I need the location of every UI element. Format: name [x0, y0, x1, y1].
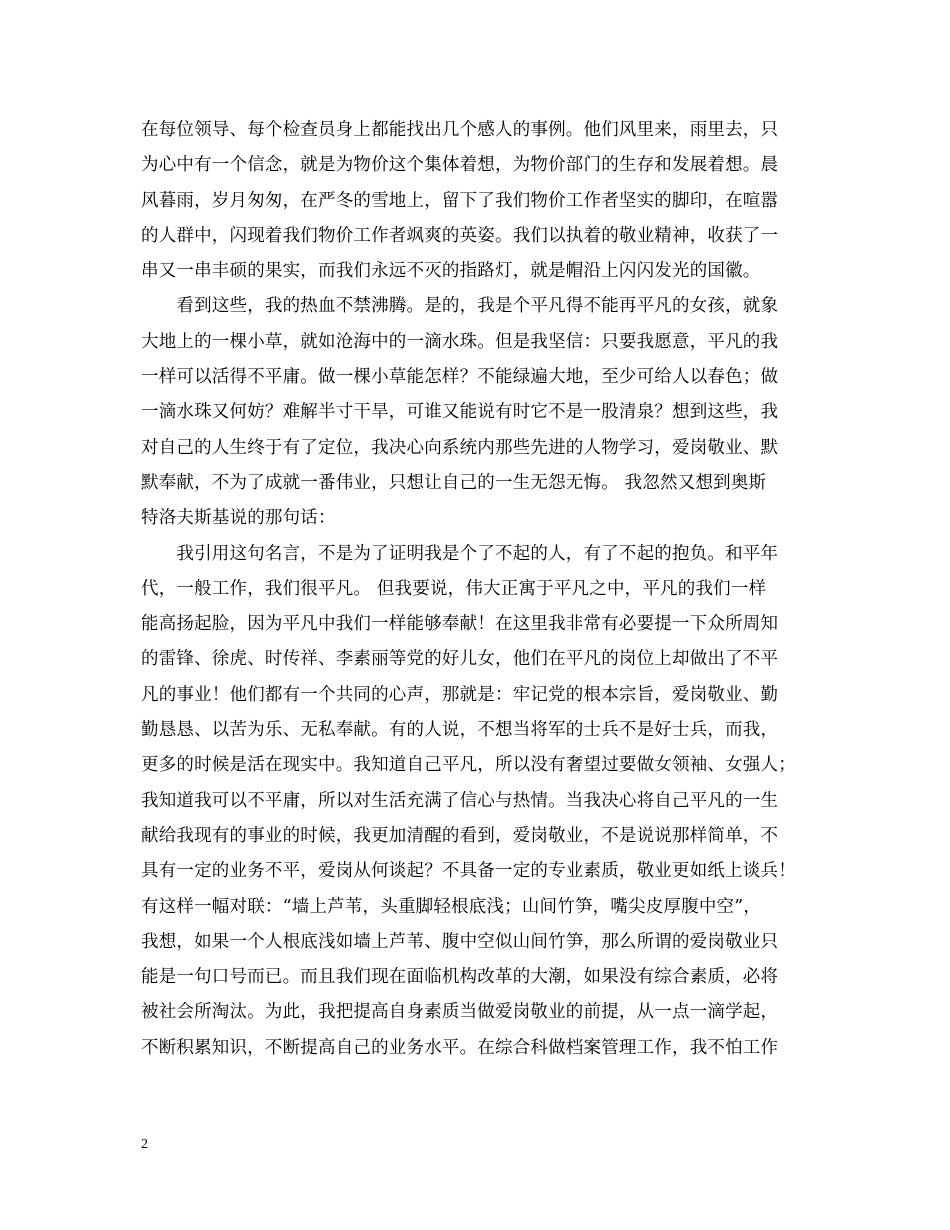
text-line: 凡的事业！他们都有一个共同的心声，那就是：牢记党的根本宗旨，爱岗敬业、勤	[141, 684, 779, 705]
text-line: 勤恳恳、以苦为乐、无私奉献。有的人说，不想当将军的士兵不是好士兵，而我，	[141, 720, 779, 741]
text-line: 风暮雨，岁月匆匆，在严冬的雪地上，留下了我们物价工作者坚实的脚印，在喧嚣	[141, 190, 779, 211]
text-line: 一样可以活得不平庸。做一棵小草能怎样？不能绿遍大地，至少可给人以春色；做	[141, 367, 779, 388]
text-line: 代，一般工作，我们很平凡。 但我要说，伟大正寓于平凡之中，平凡的我们一样	[141, 578, 767, 599]
text-line: 的雷锋、徐虎、时传祥、李素丽等党的好儿女，他们在平凡的岗位上却做出了不平	[141, 649, 779, 670]
text-line: 串又一串丰硕的果实，而我们永远不灭的指路灯，就是帽沿上闪闪发光的国徽。	[141, 261, 761, 282]
text-line: 一滴水珠又何妨？难解半寸干旱，可谁又能说有时它不是一股清泉？想到这些，我	[141, 402, 779, 423]
text-line: 的人群中，闪现着我们物价工作者飒爽的英姿。我们以执着的敬业精神，收获了一	[141, 225, 779, 246]
text-line: 在每位领导、每个检查员身上都能找出几个感人的事例。他们风里来，雨里去，只	[141, 120, 779, 140]
text-line: 不断积累知识，不断提高自己的业务水平。在综合科做档案管理工作，我不怕工作	[141, 1037, 779, 1058]
text-line: 被社会所淘汰。为此，我把提高自身素质当做爱岗敬业的前提，从一点一滴学起，	[141, 1002, 779, 1023]
text-line: 对自己的人生终于有了定位，我决心向系统内那些先进的人物学习，爱岗敬业、默	[141, 437, 779, 458]
text-line: 看到这些，我的热血不禁沸腾。是的，我是个平凡得不能再平凡的女孩，就象	[141, 296, 779, 317]
text-line: 具有一定的业务不平，爱岗从何谈起？不具备一定的专业素质，敬业更如纸上谈兵！	[141, 861, 796, 882]
text-line: 默奉献，不为了成就一番伟业，只想让自己的一生无怨无悔。 我忽然又想到奥斯	[141, 472, 767, 493]
text-line: 献给我现有的事业的时候，我更加清醒的看到，爱岗敬业，不是说说那样简单，不	[141, 825, 779, 846]
text-line: 能高扬起脸，因为平凡中我们一样能够奉献！在这里我非常有必要提一下众所周知	[141, 614, 779, 635]
text-line: 更多的时候是活在现实中。我知道自己平凡，所以没有奢望过要做女领袖、女强人；	[141, 755, 796, 776]
page-number: 2	[141, 1137, 148, 1152]
body-text	[141, 113, 813, 1066]
text-line: 有这样一幅对联：“墙上芦苇，头重脚轻根底浅；山间竹笋，嘴尖皮厚腹中空”，	[141, 896, 762, 917]
text-line: 我引用这句名言，不是为了证明我是个了不起的人，有了不起的抱负。和平年	[141, 543, 779, 564]
text-line: 大地上的一棵小草，就如沧海中的一滴水珠。但是我坚信：只要我愿意，平凡的我	[141, 331, 779, 352]
text-line: 我想，如果一个人根底浅如墙上芦苇、腹中空似山间竹笋，那么所谓的爱岗敬业只	[141, 931, 779, 952]
text-line: 我知道我可以不平庸，所以对生活充满了信心与热情。当我决心将自己平凡的一生	[141, 790, 779, 811]
text-line: 特洛夫斯基说的那句话：	[141, 508, 336, 529]
text-line: 为心中有一个信念，就是为物价这个集体着想，为物价部门的生存和发展着想。晨	[141, 155, 779, 176]
text-line: 能是一句口号而已。而且我们现在面临机构改革的大潮，如果没有综合素质，必将	[141, 967, 779, 988]
